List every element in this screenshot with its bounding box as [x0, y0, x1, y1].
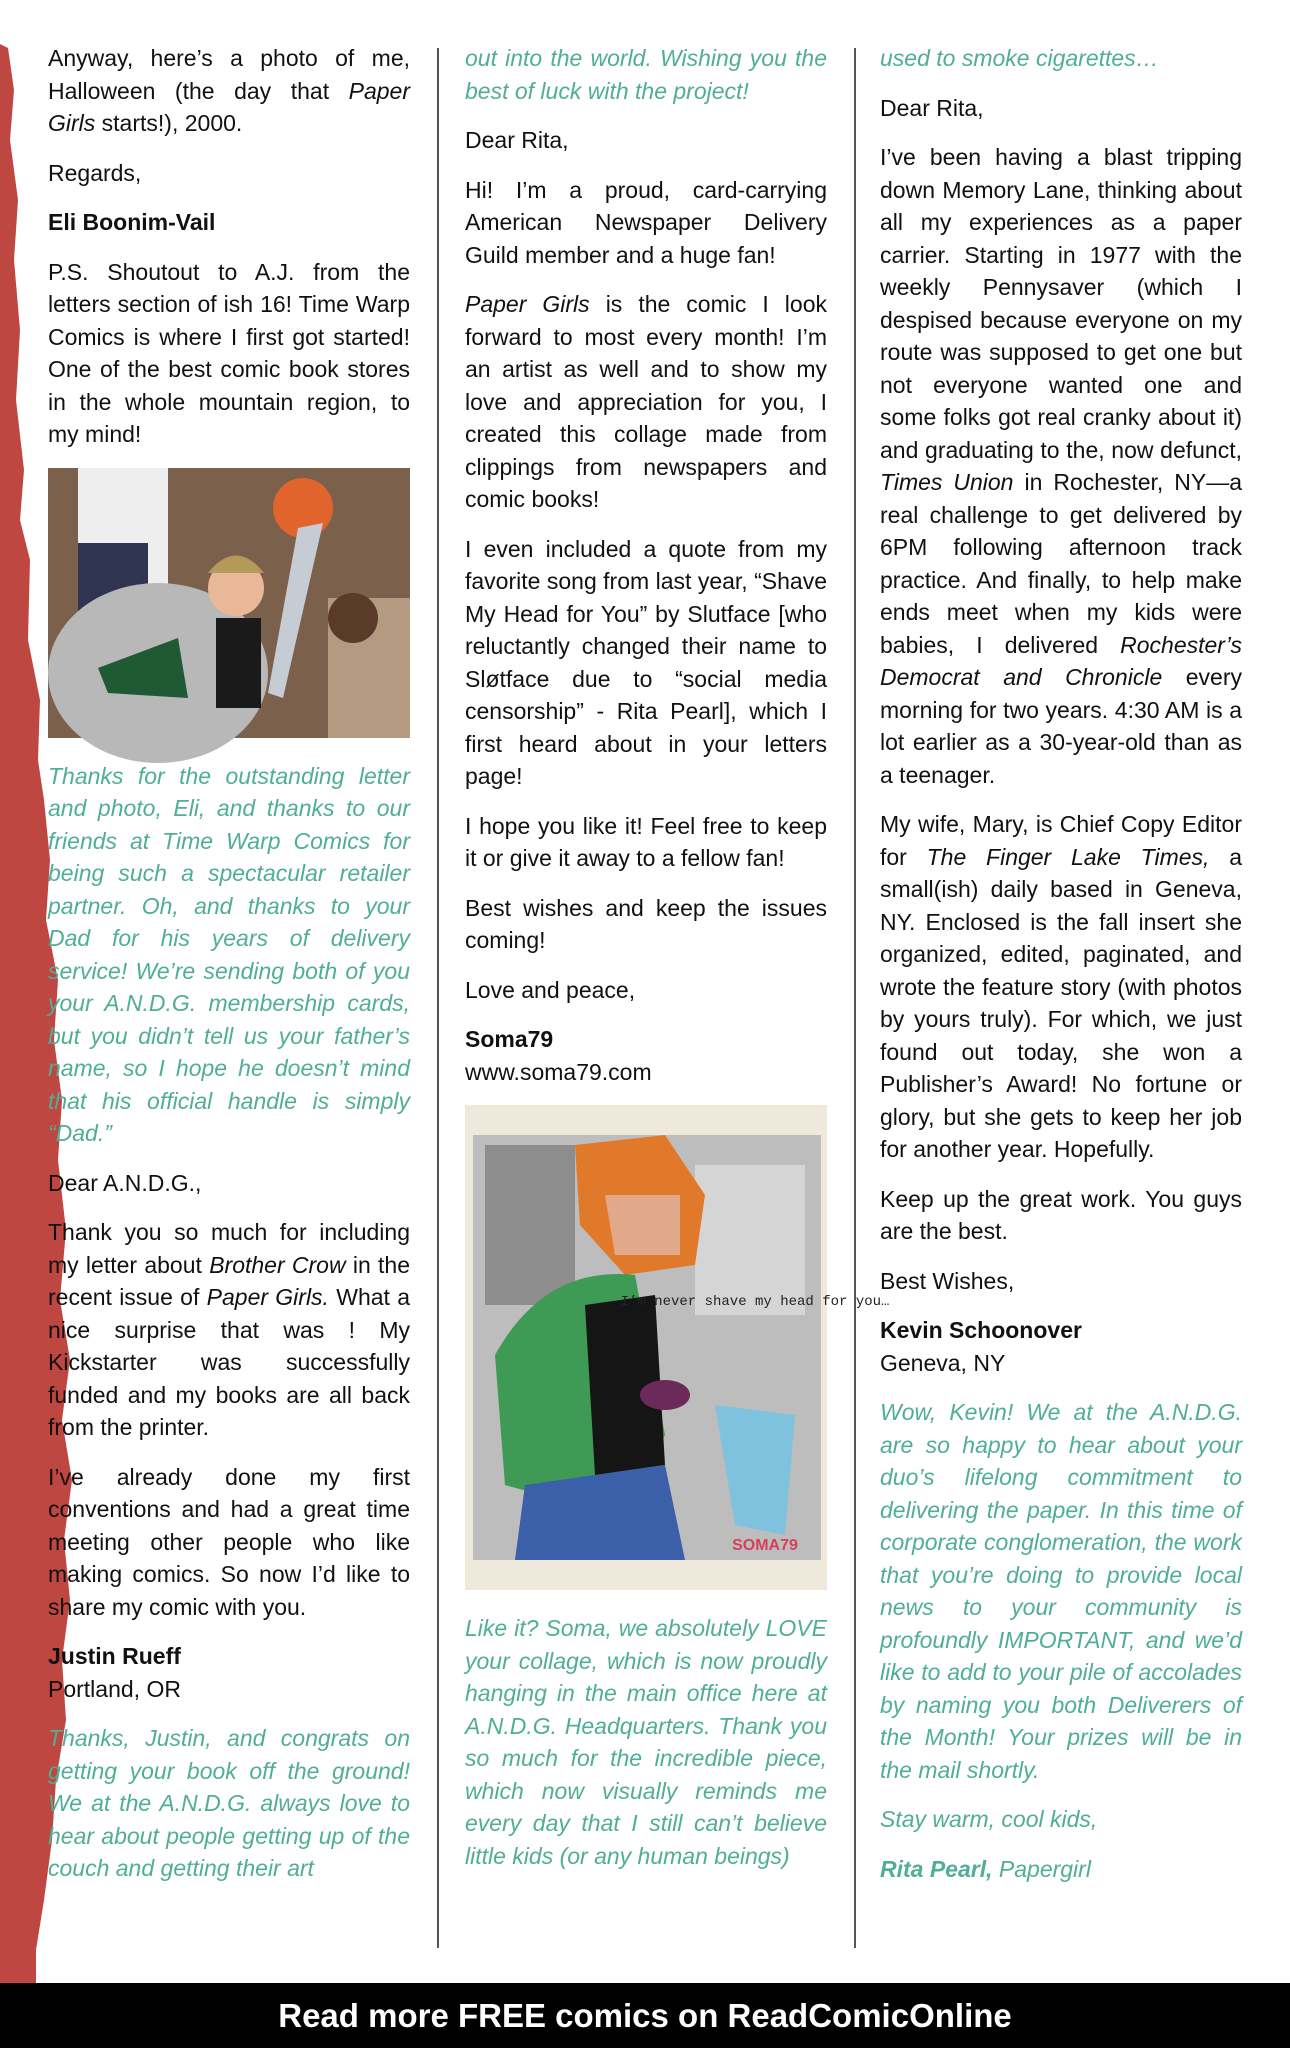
- signature-location: Portland, OR: [48, 1675, 181, 1702]
- letters-column-2: [465, 42, 890, 1889]
- letter-paragraph: [465, 124, 827, 157]
- text-run: Wow, Kevin! We at the A.N.D.G. are so happy to hear about your duo’s lifelong commitment to delivering the paper. In this time of corporate conglomeration, the work that you’re doing to provide local news to your community is profoundly IMPORTANT, and we’d like to add to your pile of accolades by naming you both Deliverers of the Month! Your prizes will be in the mail shortly.: [880, 1399, 1242, 1783]
- text-run: a small(ish) daily based in Geneva, NY. Enclosed is the fall insert she organized, edited, paginated, and wrote the feature story (with photos by yours truly). For which, we just found out today, she won a Publisher’s Award! No fortune or glory, but she gets to keep her job for another year. Hopefully.: [880, 843, 1243, 1162]
- text-run: is the comic I look forward to most every month! I’m an artist as well and to show my love and appreciation for you, I created this collage made from clippings from newspapers and comic books!: [465, 291, 827, 512]
- signature-location[interactable]: www.soma79.com: [465, 1058, 652, 1085]
- editor-reply-paragraph: [465, 42, 827, 107]
- text-run: Hi! I’m a proud, card-carrying American Newspaper Delivery Guild member and a huge fan!: [465, 176, 827, 268]
- footer-banner[interactable]: [0, 1983, 1290, 2048]
- letter-signature: [48, 1640, 410, 1705]
- text-run: every morning for two years. 4:30 AM is a lot earlier as a 30-year-old than as a teenager.: [880, 664, 1242, 788]
- letters-column-3: [880, 42, 1242, 1902]
- column-divider: [437, 48, 439, 1948]
- footer-text[interactable]: Read more FREE comics on ReadComicOnline: [278, 1996, 1012, 2034]
- letter-paragraph: [48, 1167, 410, 1200]
- letter-signature: [880, 1314, 1242, 1379]
- artist-signature: SOMA79: [732, 1537, 798, 1554]
- text-run: Anyway, here’s a photo of me, Halloween (the day that: [48, 45, 410, 104]
- text-run: I’ve already done my first conventions and had a great time meeting other people who like making comics. So now I’d like to share my comic with you.: [48, 1463, 410, 1620]
- letter-paragraph: [48, 1461, 410, 1624]
- editor-reply-paragraph: [880, 1803, 1242, 1836]
- text-run: The Finger Lake Times,: [926, 843, 1210, 870]
- editor-reply-paragraph: [48, 1722, 410, 1885]
- signature-name: [48, 206, 410, 239]
- text-run: used to smoke cigarettes…: [880, 45, 1159, 71]
- signature-name: Kevin Schoonover: [880, 1317, 1082, 1343]
- column-divider: [854, 48, 856, 1948]
- signature-name: Soma79: [465, 1026, 554, 1052]
- letter-paragraph: [465, 810, 827, 875]
- text-run: Love and peace,: [465, 976, 636, 1003]
- editor-reply-paragraph: [48, 760, 410, 1150]
- text-run: Paper Girls.: [206, 1284, 329, 1310]
- letter-paragraph: [48, 157, 410, 190]
- text-run: I hope you like it! Feel free to keep it or give it away to a fellow fan!: [465, 812, 827, 871]
- text-run: in Rochester, NY—a real challenge to get delivered by 6PM following afternoon track practice. And finally, to help make ends meet when my kids were babies, I delivered: [880, 469, 1242, 658]
- text-run: starts!), 2000.: [95, 110, 243, 136]
- text-run: My wife, Mary, is Chief Copy Editor for: [880, 811, 1242, 870]
- letter-paragraph: [48, 256, 410, 451]
- letter-paragraph: [48, 42, 410, 140]
- text-run: Like it? Soma, we absolutely LOVE your collage, which is now proudly hanging in the main office here at A.N.D.G. Headquarters. Thank you so much for the incredible piece, which now visually reminds me every day that I still can’t believe little kids (or any human beings): [465, 1615, 827, 1869]
- letter-paragraph: [880, 808, 1242, 1166]
- editor-reply-paragraph: [880, 1396, 1242, 1786]
- halloween-viking-photo: [48, 468, 410, 738]
- text-run: Paper Girls: [465, 291, 590, 317]
- collage-caption: I’m never shave my head for you…: [620, 1294, 890, 1310]
- letter-paragraph: [880, 141, 1242, 791]
- letter-paragraph: [880, 1183, 1242, 1248]
- text-run: Dear Rita,: [465, 127, 569, 153]
- letter-paragraph: [880, 1265, 1242, 1298]
- text-run: Dear Rita,: [880, 94, 984, 121]
- text-run: Regards,: [48, 159, 142, 186]
- text-run: I even included a quote from my favorite song from last year, “Shave My Head for You” by Slutface [who reluctantly changed their name to Sløtface due to “social media censorship” - Rita Pearl], which I first heard about in your letters page!: [465, 535, 827, 789]
- letter-paragraph: [465, 288, 827, 516]
- editor-reply-paragraph: [465, 1612, 827, 1872]
- letters-column-1: [48, 42, 410, 1902]
- text-run: Paper Girls: [48, 77, 410, 136]
- letter-paragraph: [465, 533, 827, 793]
- text-run: Keep up the great work. You guys are the best.: [880, 1185, 1242, 1244]
- letter-paragraph: [880, 92, 1242, 125]
- text-run: Rita Pearl,: [880, 1855, 993, 1882]
- text-run: Thank you so much for including my letter about: [48, 1219, 410, 1278]
- text-run: out into the world. Wishing you the best of luck with the project!: [465, 45, 827, 104]
- text-run: Times Union: [880, 469, 1014, 495]
- editor-reply-paragraph: [880, 42, 1242, 75]
- text-run: Rochester’s Democrat and Chronicle: [880, 631, 1242, 690]
- text-run: Dear A.N.D.G.,: [48, 1169, 202, 1196]
- letter-paragraph: [465, 174, 827, 272]
- text-run: Eli Boonim-Vail: [48, 209, 216, 235]
- text-run: I’ve been having a blast tripping down Memory Lane, thinking about all my experiences as a paper carrier. Starting in 1977 with the weekly Pennysaver (which I despised because everyone on my route was supposed to get one but not everyone wanted one and some folks got real cranky about it) and graduating to the, now defunct,: [880, 144, 1242, 463]
- photo-illustration: [465, 1105, 890, 1590]
- text-run: Best wishes and keep the issues coming!: [465, 894, 827, 953]
- text-run: Thanks for the outstanding letter and photo, Eli, and thanks to our friends at Time Warp Comics for being such a spectacular retailer partner. Oh, and thanks to your Dad for his years of delivery service! We’re sending both of you your A.N.D.G. membership cards, but you didn’t tell us your father’s name, so I hope he doesn’t mind that his official handle is simply “Dad.”: [48, 762, 410, 1146]
- text-run: Brother Crow: [209, 1251, 346, 1278]
- letter-paragraph: [465, 892, 827, 957]
- text-run: Papergirl: [992, 1855, 1091, 1882]
- text-run: in the recent issue of: [48, 1251, 410, 1310]
- letter-paragraph: [48, 1216, 410, 1444]
- text-run: What a nice surprise that was ! My Kickstarter was successfully funded and my books are all back from the printer.: [48, 1284, 410, 1440]
- text-run: Stay warm, cool kids,: [880, 1806, 1098, 1832]
- text-run: P.S. Shoutout to A.J. from the letters section of ish 16! Time Warp Comics is where I first got started! One of the best comic book stores in the whole mountain region, to my mind!: [48, 258, 410, 447]
- letter-signature: [465, 1023, 827, 1088]
- text-run: Thanks, Justin, and congrats on getting your book off the ground! We at the A.N.D.G. always love to hear about people getting up of the couch and getting their art: [48, 1725, 410, 1881]
- editor-reply-paragraph: [880, 1853, 1242, 1886]
- signature-name: Justin Rueff: [48, 1643, 181, 1669]
- signature-location: Geneva, NY: [880, 1349, 1006, 1376]
- text-run: Best Wishes,: [880, 1267, 1015, 1294]
- collage-artwork-photo: [465, 1105, 890, 1590]
- photo-illustration: [48, 468, 410, 738]
- letter-paragraph: [465, 974, 827, 1007]
